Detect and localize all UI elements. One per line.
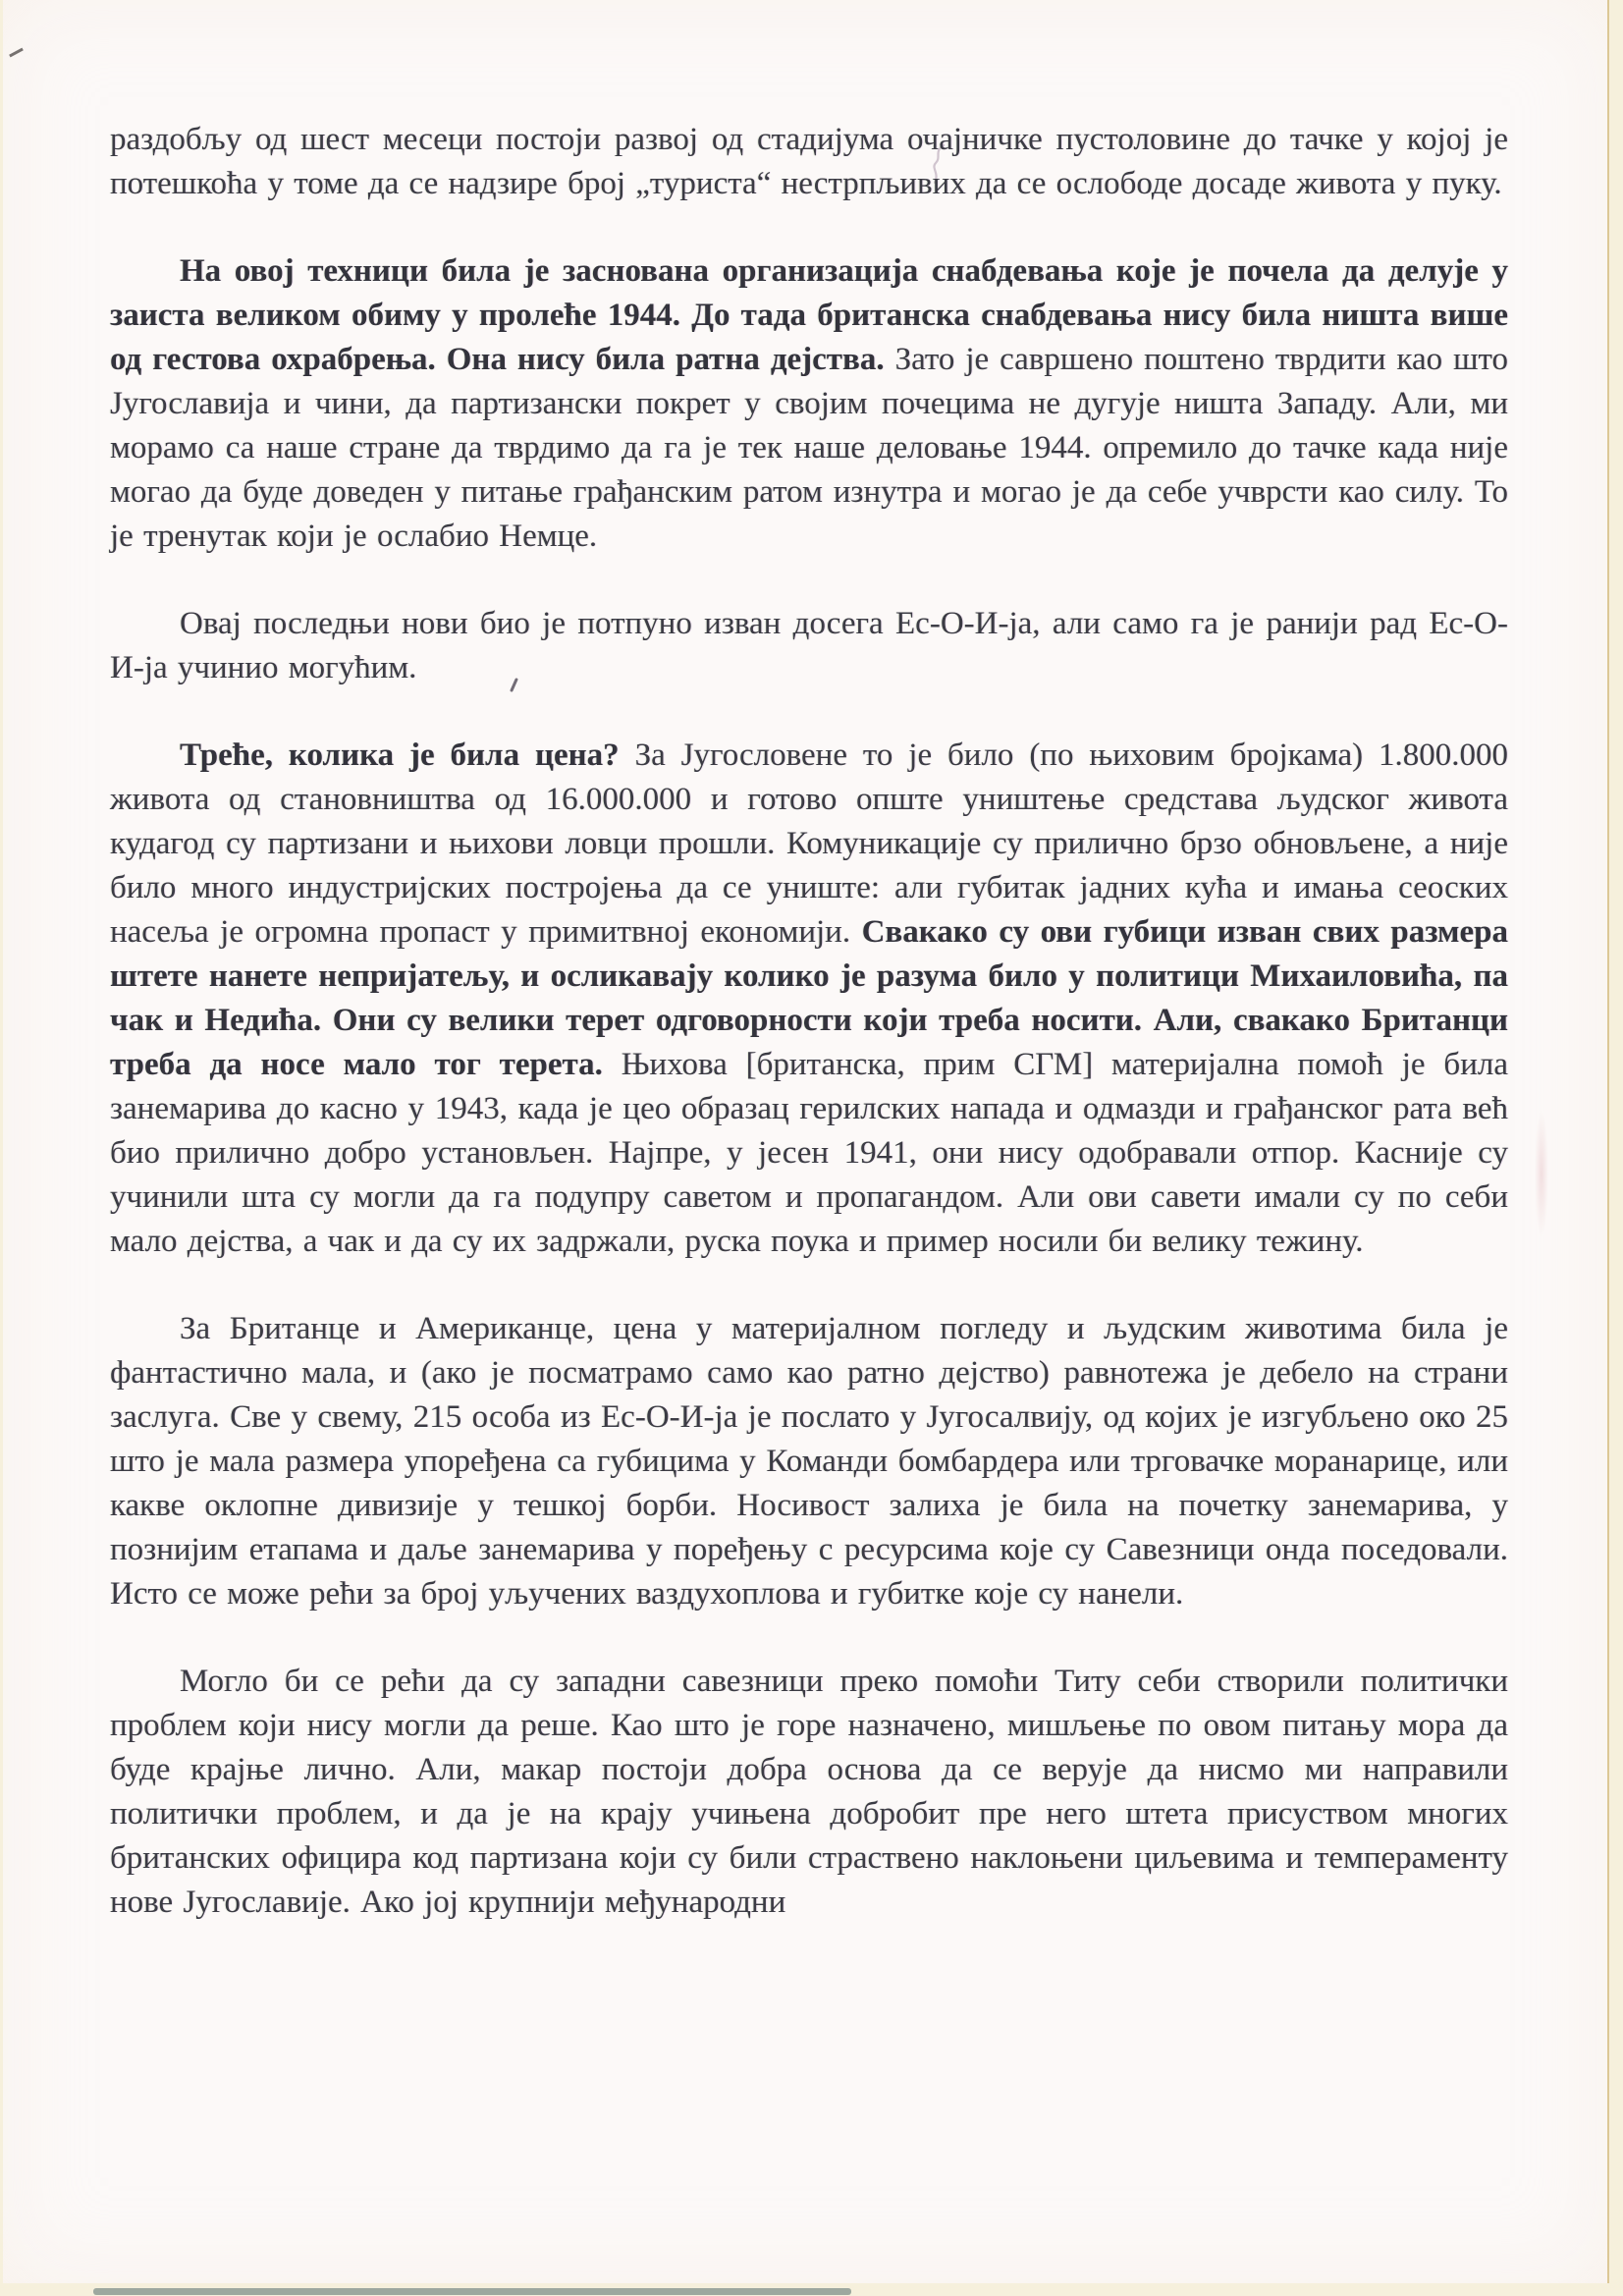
text-run: Зато је савршено поштено тврдити као што Југославија и чини, да партизански покрет у својим почецима не дугује ништа Западу. Али, ми морамо са наше стране да тврдимо да га је тек наше деловање 1944. опремило до тачке када није могао да буде доведен у питање грађанским ратом изнутра и могао је да себе учврсти као силу. То је тренутак који је ослабио Немце.	[110, 342, 1508, 554]
paragraph	[110, 602, 1508, 690]
text-run: За Југословене то је било (по њиховим бројкама) 1.800.000 живота од становништва од 16.000.000 и готово опште уништење средстава људског живота кудагод су партизани и њихови ловци прошли. Комуникације су прилично брзо обновљене, а није било много индустријских постројења да се униште: али губитак јадних кућа и имања сеоских насеља је огромна пропаст у примитвној економији.	[110, 738, 1508, 950]
bold-text-run: На овој техници била је заснована организација снабдевања које је почела да делује у заиста великом обиму у пролеће 1944. До тада британска снабдевања нису била ништа више од гестова охрабрења. Она нису била ратна дејства.	[110, 253, 1508, 377]
scan-artifact-bottom-strip	[93, 2288, 851, 2295]
paragraph	[110, 1307, 1508, 1616]
paragraph	[110, 1660, 1508, 1925]
text-run: Могло би се рећи да су западни савезници преко помоћи Титу себи створили политички проблем који нису могли да реше. Као што је горе назначено, мишљење по овом питању мора да буде крајње лично. Али, макар постоји добра основа да се верује да нисмо ми направили политички проблем, и да је на крају учињена добробит пре него штета присуством многих британских официра код партизана који су били страствено наклоњени циљевима и темпераменту нове Југославије. Ако јој крупнији међународни	[110, 1664, 1508, 1920]
bold-text-run: Свакако су ови губици изван свих размера штете нанете непријатељу, и осликавају колико је разума било у политици Михаиловића, па чак и Недића. Они су велики терет одговорности који треба носити. Али, свакако Британци треба да носе мало тог терета.	[110, 914, 1508, 1082]
page	[3, 0, 1607, 2283]
paragraph	[110, 118, 1508, 206]
scan-artifact-smudge	[1535, 1110, 1548, 1237]
text-run: раздобљу од шест месеци постоји развој од стадијума очајничке пустоловине до тачке у којој је потешкоћа у томе да се надзире број „туриста“ нестрпљивих да се ослободе досаде живота у пуку.	[110, 122, 1508, 201]
document-text	[110, 118, 1508, 1968]
scan-artifact-corner-mark	[9, 48, 24, 58]
paragraph	[110, 734, 1508, 1264]
text-run: Овај последњи нови био је потпуно изван досега Ес-О-И-ја, али само га је ранији рад Ес-О-И-ја учинио могућим.	[110, 606, 1508, 685]
text-run: Њихова [британска, прим СГМ] материјална помоћ је била занемарива до касно у 1943, када је цео образац герилских напада и одмазди и грађанског рата већ био прилично добро установљен. Најпре, у јесен 1941, они нису одобравали отпор. Касније су учинили шта су могли да га подупру саветом и пропагандом. Али ови савети имали су по себи мало дејства, а чак и да су их задржали, руска поука и пример носили би велику тежину.	[110, 1047, 1508, 1259]
paragraph	[110, 249, 1508, 559]
bold-text-run: Треће, колика је била цена?	[180, 738, 635, 773]
text-run: За Британце и Американце, цена у материјалном погледу и људским животима била је фантастично мала, и (ако је посматрамо само као ратно дејство) равнотежа је дебело на страни заслуга. Све у свему, 215 особа из Ес-О-И-ја је послато у Југосалвију, од којих је изгубљено око 25 што је мала размера упоређена са губицима у Команди бомбардера или трговачке моранарице, или какве оклопне дивизије у тешкој борби. Носивост залиха је била на почетку занемарива, у познијим етапама и даље занемарива у поређењу с ресурсима које су Савезници онда поседовали. Исто се може рећи за број уључених ваздухоплова и губитке које су нанели.	[110, 1311, 1508, 1612]
